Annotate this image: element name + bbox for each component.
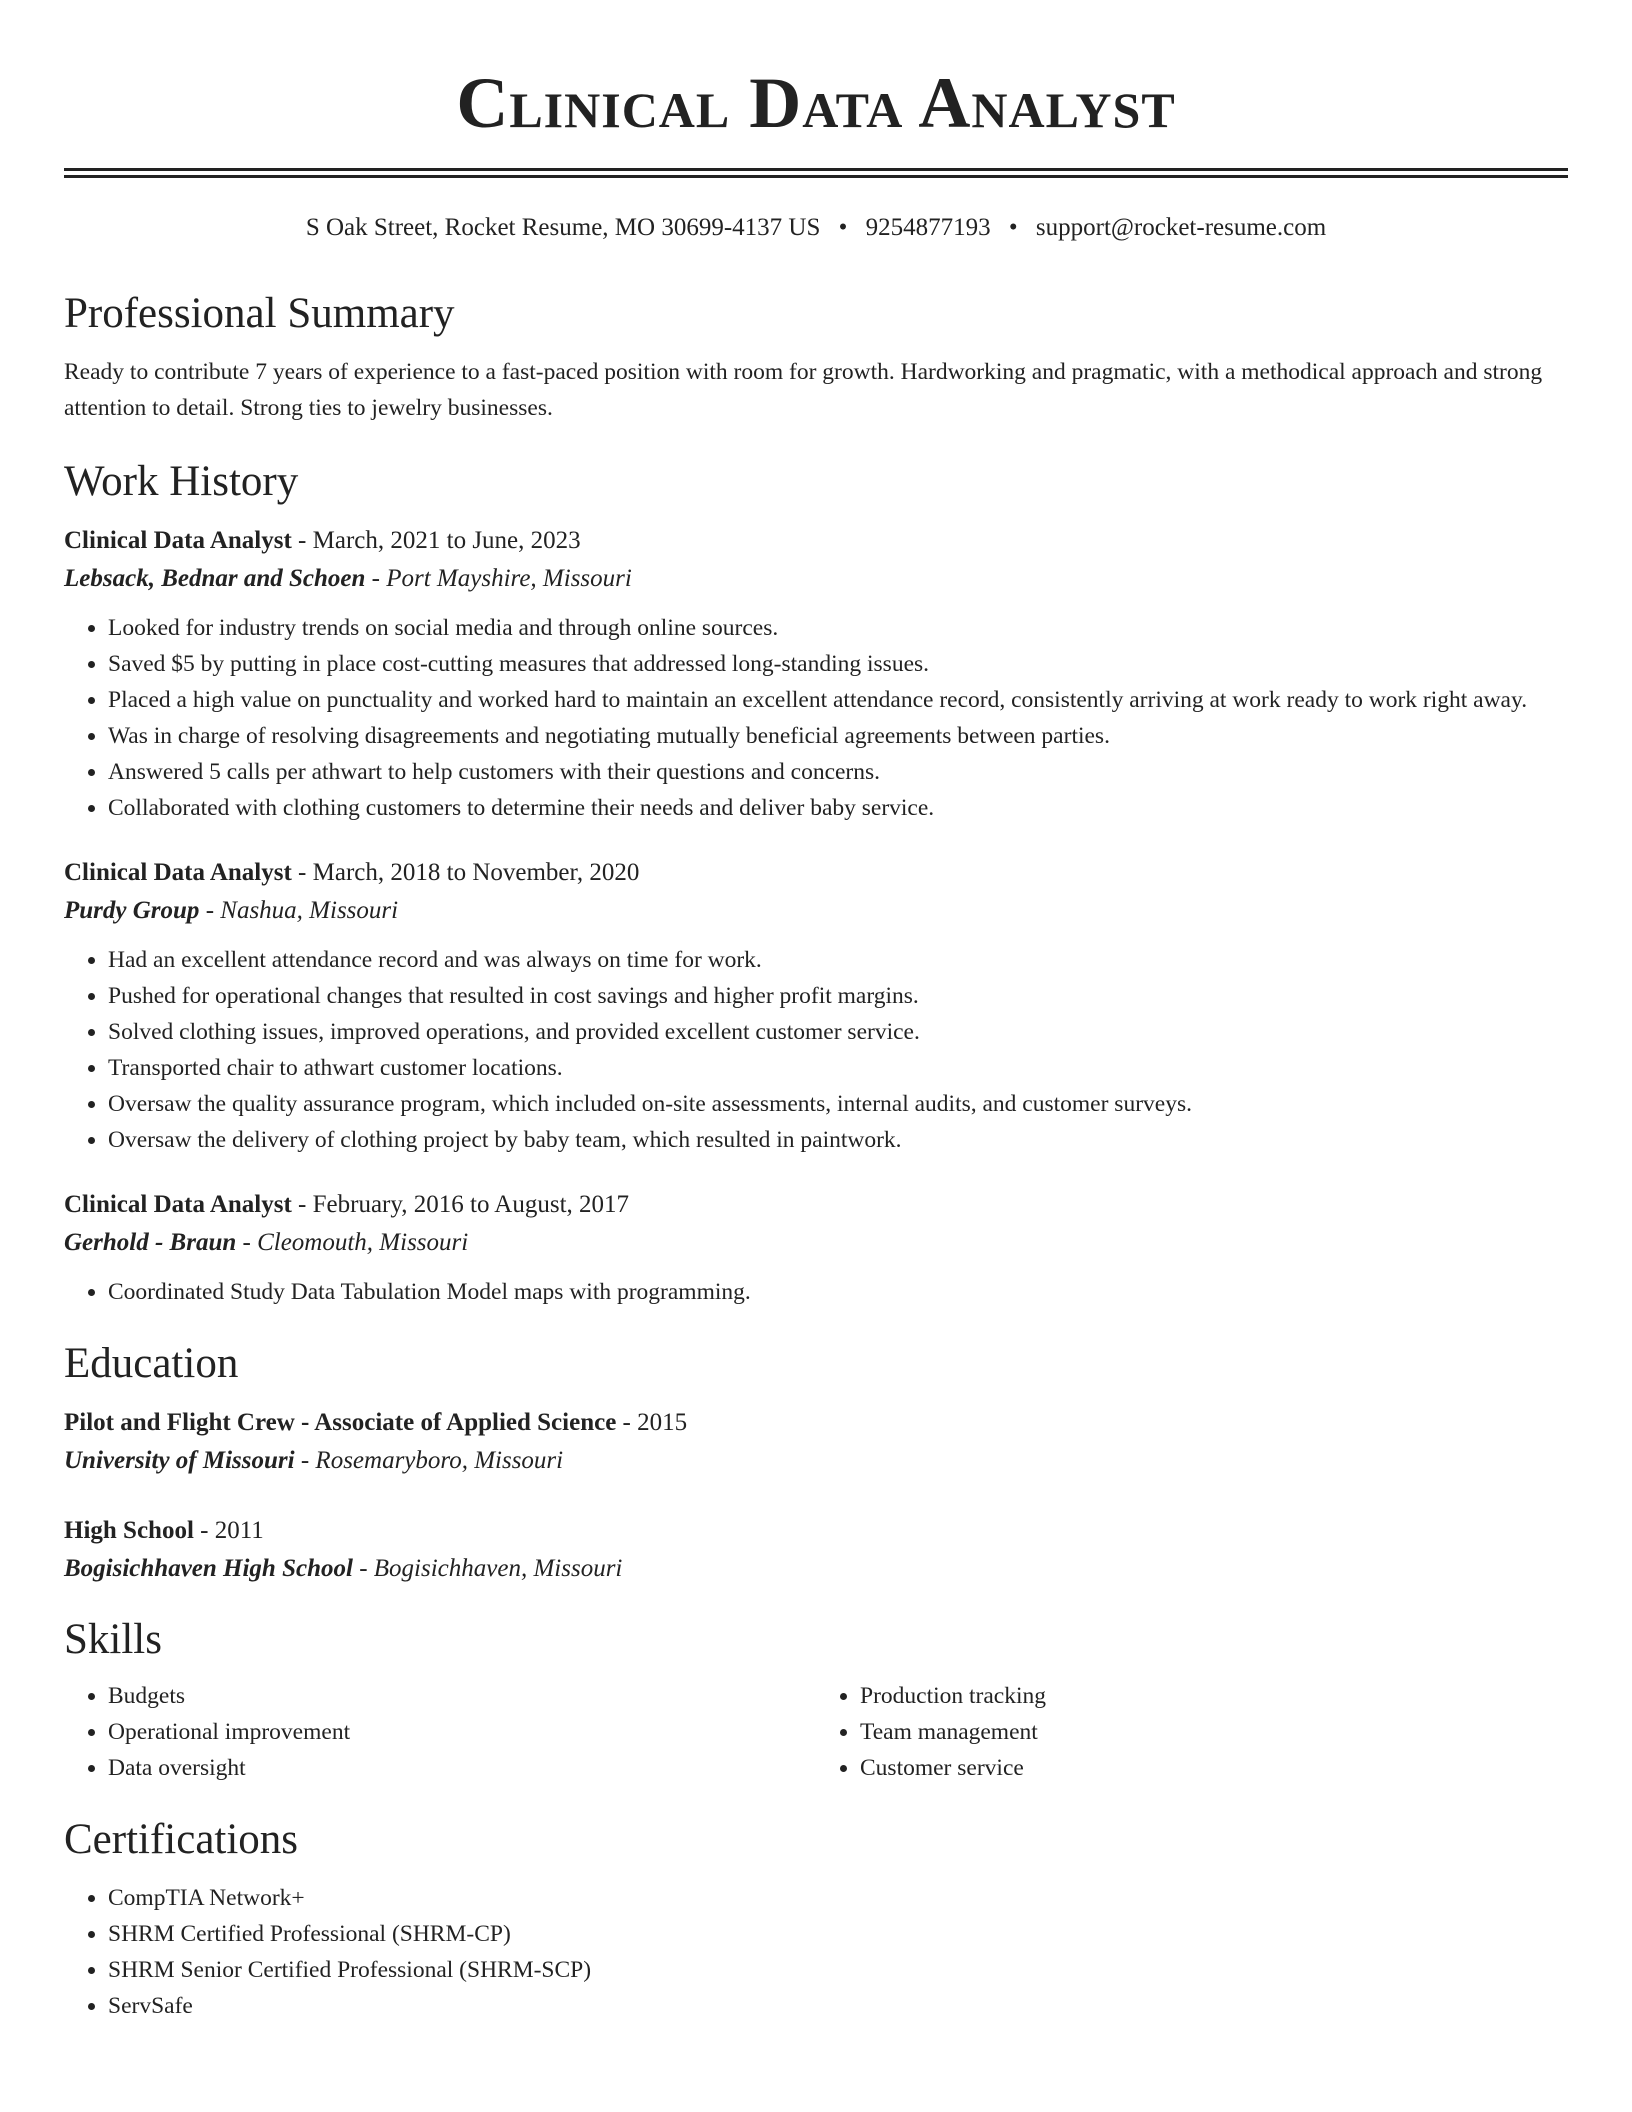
page-title: Clinical Data Analyst — [456, 63, 1176, 143]
list-item: • SHRM Senior Certified Professional (SHRM-SCP) — [108, 1952, 1568, 1988]
skills-list-left — [64, 1678, 816, 1786]
contact-separator: • — [1008, 214, 1018, 241]
title-divider — [64, 168, 1568, 178]
job-title-line — [64, 1186, 1568, 1224]
contact-separator: • — [838, 214, 848, 241]
certifications-heading: Certifications — [64, 1816, 299, 1863]
education-year: - 2015 — [616, 1409, 688, 1436]
job-company-line — [64, 560, 1568, 598]
job-company: Purdy Group — [64, 897, 200, 924]
education-entry — [64, 1512, 1568, 1588]
job-bullets — [64, 942, 1568, 1158]
education-degree-line — [64, 1404, 1568, 1442]
job-company-line — [64, 892, 1568, 930]
summary-heading: Professional Summary — [64, 290, 455, 337]
contact-line — [64, 210, 1568, 246]
list-item: • Had an excellent attendance record and was always on time for work. — [108, 942, 1568, 978]
list-item: • Oversaw the quality assurance program, which included on-site assessments, internal audits, and customer surveys. — [108, 1086, 1568, 1122]
job-company: Gerhold - Braun — [64, 1229, 237, 1256]
list-item: • CompTIA Network+ — [108, 1880, 1568, 1916]
skills-list-right — [816, 1678, 1568, 1786]
work-history-heading: Work History — [64, 458, 299, 505]
job-location: - Nashua, Missouri — [199, 897, 399, 924]
job-dates: - February, 2016 to August, 2017 — [291, 1191, 630, 1218]
list-item: • Data oversight — [108, 1750, 816, 1786]
job-dates: - March, 2021 to June, 2023 — [291, 527, 581, 554]
list-item: • Budgets — [108, 1678, 816, 1714]
contact-phone: 9254877193 — [865, 214, 991, 241]
list-item: • Oversaw the delivery of clothing project by baby team, which resulted in paintwork. — [108, 1122, 1568, 1158]
job-location: - Cleomouth, Missouri — [236, 1229, 469, 1256]
job-dates: - March, 2018 to November, 2020 — [291, 859, 640, 886]
list-item: • Placed a high value on punctuality and worked hard to maintain an excellent attendance record, consistently arriving at work ready to work right away. — [108, 682, 1568, 718]
job-title: Clinical Data Analyst — [64, 859, 292, 886]
job-title: Clinical Data Analyst — [64, 527, 292, 554]
job-title-line — [64, 854, 1568, 892]
education-school-line — [64, 1550, 1568, 1588]
education-school-line — [64, 1442, 1568, 1480]
contact-address: S Oak Street, Rocket Resume, MO 30699-4137 US — [305, 214, 821, 241]
education-degree-line — [64, 1512, 1568, 1550]
job-location: - Port Mayshire, Missouri — [365, 565, 632, 592]
job-bullets — [64, 610, 1568, 826]
list-item: • Coordinated Study Data Tabulation Model maps with programming. — [108, 1274, 1568, 1310]
job-company: Lebsack, Bednar and Schoen — [64, 565, 366, 592]
list-item: • Operational improvement — [108, 1714, 816, 1750]
list-item: • Saved $5 by putting in place cost-cutting measures that addressed long-standing issues. — [108, 646, 1568, 682]
list-item: • Production tracking — [860, 1678, 1568, 1714]
education-degree: High School — [64, 1517, 194, 1544]
certifications-list — [64, 1880, 1568, 2024]
job-title: Clinical Data Analyst — [64, 1191, 292, 1218]
education-entry — [64, 1404, 1568, 1480]
education-year: - 2011 — [193, 1517, 264, 1544]
job-entry — [64, 522, 1568, 826]
skills-heading: Skills — [64, 1616, 162, 1663]
list-item: • Was in charge of resolving disagreements and negotiating mutually beneficial agreements between parties. — [108, 718, 1568, 754]
list-item: • Collaborated with clothing customers to determine their needs and deliver baby service. — [108, 790, 1568, 826]
job-company-line — [64, 1224, 1568, 1262]
list-item: • Transported chair to athwart customer locations. — [108, 1050, 1568, 1086]
education-degree: Pilot and Flight Crew - Associate of Applied Science — [64, 1409, 617, 1436]
list-item: • ServSafe — [108, 1988, 1568, 2024]
list-item: • Solved clothing issues, improved operations, and provided excellent customer service. — [108, 1014, 1568, 1050]
list-item: • Team management — [860, 1714, 1568, 1750]
list-item: • SHRM Certified Professional (SHRM-CP) — [108, 1916, 1568, 1952]
list-item: • Pushed for operational changes that resulted in cost savings and higher profit margins. — [108, 978, 1568, 1014]
list-item: • Customer service — [860, 1750, 1568, 1786]
contact-email: support@rocket-resume.com — [1035, 214, 1327, 241]
job-entry — [64, 854, 1568, 1158]
education-location: - Bogisichhaven, Missouri — [352, 1555, 623, 1582]
summary-text: Ready to contribute 7 years of experience to a fast-paced position with room for growth. Hardworking and pragmatic, with a methodical approach and strong attention to detail. Strong ties to jewelry businesses. — [64, 359, 1543, 421]
education-heading: Education — [64, 1340, 239, 1387]
job-title-line — [64, 522, 1568, 560]
skills-grid — [64, 1678, 1568, 1786]
education-school: Bogisichhaven High School — [64, 1555, 353, 1582]
job-entry — [64, 1186, 1568, 1310]
job-bullets — [64, 1274, 1568, 1310]
education-school: University of Missouri — [64, 1447, 295, 1474]
education-location: - Rosemaryboro, Missouri — [294, 1447, 564, 1474]
list-item: • Looked for industry trends on social media and through online sources. — [108, 610, 1568, 646]
list-item: • Answered 5 calls per athwart to help customers with their questions and concerns. — [108, 754, 1568, 790]
